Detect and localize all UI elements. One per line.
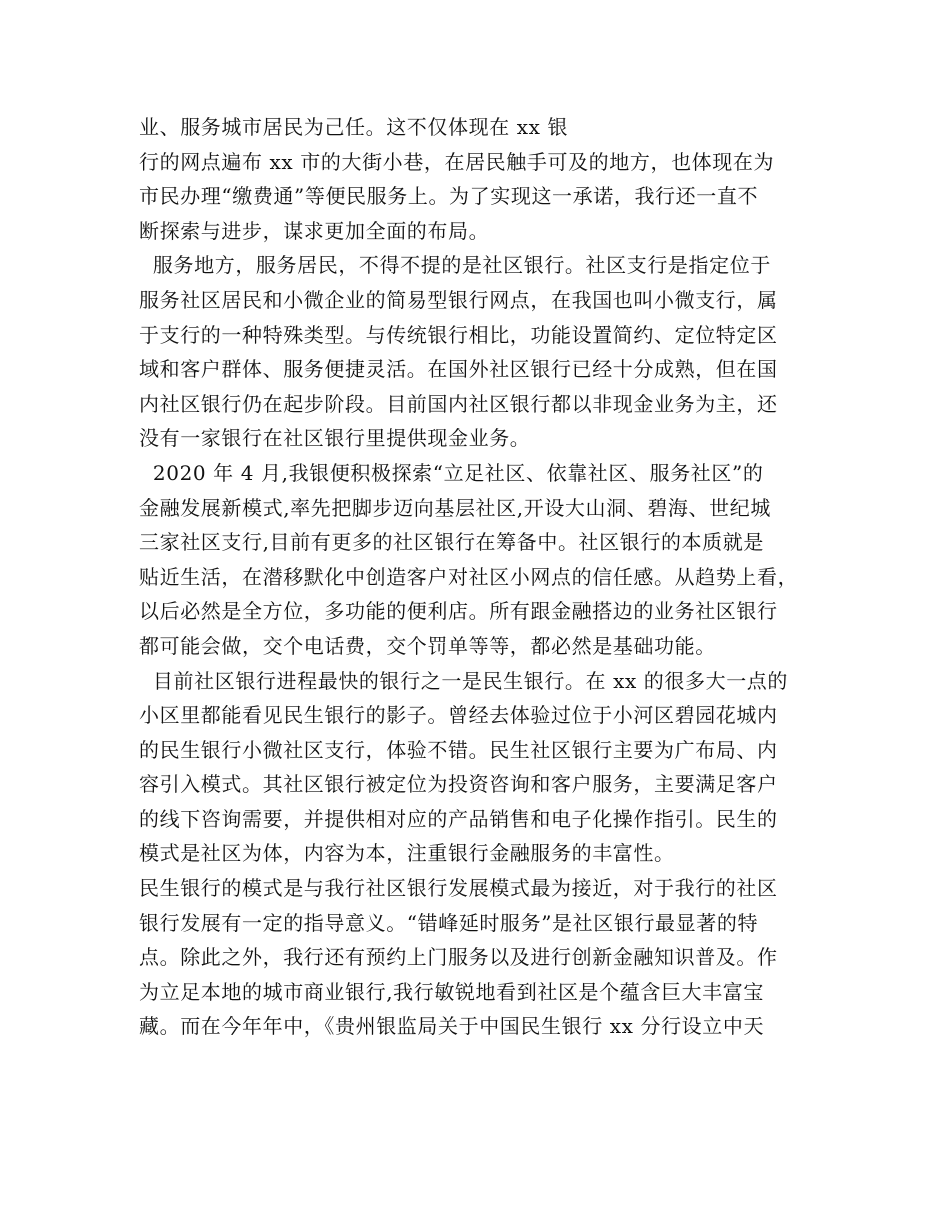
text-line: 模式是社区为体，内容为本，注重银行金融服务的丰富性。 bbox=[139, 841, 675, 866]
text-line: 都可能会做，交个电话费，交个罚单等等，都必然是基础功能。 bbox=[139, 633, 716, 658]
text-line: 为立足本地的城市商业银行,我行敏锐地看到社区是个蕴含巨大丰富宝 bbox=[139, 979, 764, 1004]
text-line: 容引入模式。其社区银行被定位为投资咨询和客户服务，主要满足客户 bbox=[139, 772, 778, 797]
text-line: 内社区银行仍在起步阶段。目前国内社区银行都以非现金业务为主，还 bbox=[139, 391, 778, 416]
text-line: 金融发展新模式,率先把脚步迈向基层社区,开设大山洞、碧海、世纪城 bbox=[139, 495, 771, 520]
text-line: 民生银行的模式是与我行社区银行发展模式最为接近，对于我行的社区 bbox=[139, 876, 778, 901]
text-line: 银行发展有一定的指导意义。“错峰延时服务”是社区银行最显著的特 bbox=[139, 910, 759, 935]
text-line: 点。除此之外，我行还有预约上门服务以及进行创新金融知识普及。作 bbox=[139, 945, 778, 970]
text-line: 的线下咨询需要，并提供相对应的产品销售和电子化操作指引。民生的 bbox=[139, 806, 778, 831]
text-line: 行的网点遍布 xx 市的大街小巷，在居民触手可及的地方，也体现在为 bbox=[139, 149, 775, 174]
text-line: 贴近生活，在潜移默化中创造客户对社区小网点的信任感。从趋势上看， bbox=[139, 564, 799, 589]
body-text bbox=[139, 110, 829, 1044]
text-line: 三家社区支行,目前有更多的社区银行在筹备中。社区银行的本质就是 bbox=[139, 530, 764, 555]
text-line: 以后必然是全方位，多功能的便利店。所有跟金融搭边的业务社区银行 bbox=[139, 599, 778, 624]
text-line: 域和客户群体、服务便捷灵活。在国外社区银行已经十分成熟，但在国 bbox=[139, 357, 778, 382]
text-line: 没有一家银行在社区银行里提供现金业务。 bbox=[139, 426, 531, 451]
text-line: 于支行的一种特殊类型。与传统银行相比，功能设置简约、定位特定区 bbox=[139, 322, 778, 347]
text-line: 2020 年 4 月,我银便积极探索“立足社区、依靠社区、服务社区”的 bbox=[139, 460, 764, 485]
text-line: 小区里都能看见民生银行的影子。曾经去体验过位于小河区碧园花城内 bbox=[139, 703, 778, 728]
text-line: 藏。而在今年年中，《贵州银监局关于中国民生银行 xx 分行设立中天 bbox=[139, 1014, 765, 1039]
text-line: 业、服务城市居民为己任。这不仅体现在 xx 银 bbox=[139, 115, 569, 139]
text-line: 服务社区居民和小微企业的简易型银行网点，在我国也叫小微支行，属 bbox=[139, 287, 778, 312]
text-line: 断探索与进步，谋求更加全面的布局。 bbox=[139, 218, 490, 243]
text-line: 目前社区银行进程最快的银行之一是民生银行。在 xx 的很多大一点的 bbox=[139, 668, 788, 693]
text-line: 的民生银行小微社区支行，体验不错。民生社区银行主要为广布局、内 bbox=[139, 737, 778, 762]
text-line: 市民办理“缴费通”等便民服务上。为了实现这一承诺，我行还一直不 bbox=[139, 184, 759, 209]
text-line: 服务地方，服务居民，不得不提的是社区银行。社区支行是指定位于 bbox=[139, 253, 771, 278]
